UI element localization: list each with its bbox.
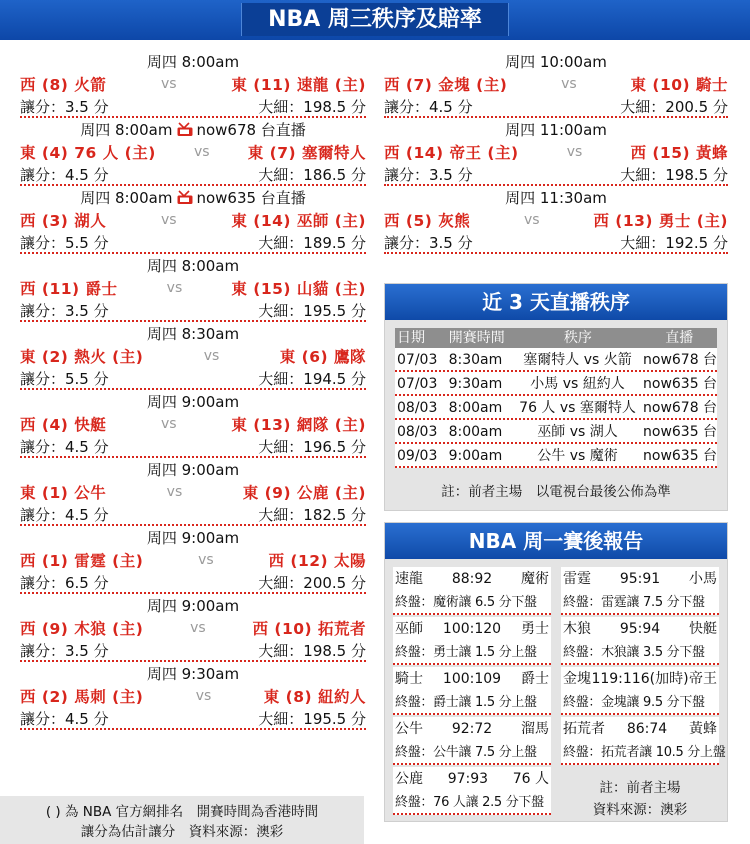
report-result: 終盤：魔術讓 6.5 分下盤 xyxy=(393,591,551,615)
report-score: 100:109 xyxy=(442,671,502,687)
schedule-header-time: 開賽時間 xyxy=(448,330,505,346)
away-team: 西 (2) 馬刺 (主) xyxy=(20,688,144,706)
schedule-header-channel: 直播 xyxy=(665,330,694,346)
schedule-matchup: 小馬 vs 紐約人 xyxy=(530,376,625,392)
game-block xyxy=(20,256,366,322)
matchup-row xyxy=(20,208,366,232)
away-team: 東 (4) 76 人 (主) xyxy=(20,144,156,162)
matchup-row xyxy=(20,684,366,708)
handicap: 讓分：5.5 分 xyxy=(20,234,109,252)
game-block xyxy=(384,188,728,254)
schedule-header-date: 日期 xyxy=(397,330,425,346)
game-time-text: 周四 8:00am xyxy=(146,53,240,71)
matchup-row xyxy=(384,72,728,96)
handicap: 讓分：3.5 分 xyxy=(20,642,109,660)
report-home-team: 雷霆 xyxy=(563,571,591,587)
report-result: 終盤：木狼讓 3.5 分下盤 xyxy=(561,641,719,665)
broadcast-info xyxy=(176,120,305,140)
over-under: 大細：200.5 分 xyxy=(620,98,728,116)
over-under: 大細：192.5 分 xyxy=(620,234,728,252)
report-away-team: 勇士 xyxy=(520,621,549,637)
schedule-row xyxy=(395,420,717,444)
report-score: 88:92 xyxy=(451,571,493,587)
report-result: 終盤：爵士讓 1.5 分上盤 xyxy=(393,691,551,715)
vs-label: vs xyxy=(203,348,220,364)
home-team: 西 (15) 黃蜂 xyxy=(630,144,728,162)
handicap: 讓分：4.5 分 xyxy=(20,438,109,456)
report-game xyxy=(561,567,719,615)
game-block xyxy=(20,52,366,118)
game-time-text: 周四 9:30am xyxy=(146,665,240,683)
schedule-channel: now635 台 xyxy=(643,448,718,464)
report-away-team: 魔術 xyxy=(520,571,549,587)
game-block xyxy=(20,324,366,390)
away-team: 西 (4) 快艇 xyxy=(20,416,107,434)
schedule-header-row xyxy=(395,328,717,348)
report-result: 終盤：76 人讓 2.5 分下盤 xyxy=(393,791,551,815)
report-score-row xyxy=(393,767,551,791)
over-under: 大細：198.5 分 xyxy=(620,166,728,184)
game-time xyxy=(20,528,366,548)
home-team: 西 (12) 太陽 xyxy=(268,552,366,570)
schedule-note: 註：前者主場 以電視台最後公佈為準 xyxy=(441,484,671,500)
broadcast-info xyxy=(176,188,305,208)
game-block xyxy=(20,120,366,186)
game-time-text: 周四 8:00am xyxy=(80,121,173,139)
footnote xyxy=(0,796,364,844)
game-time xyxy=(384,188,728,208)
vs-label: vs xyxy=(166,484,183,500)
report-home-team: 巫師 xyxy=(395,621,423,637)
report-score: 92:72 xyxy=(451,721,493,737)
report-game xyxy=(561,617,719,665)
schedule-date: 07/03 xyxy=(397,352,438,368)
schedule-channel: now678 台 xyxy=(643,400,718,416)
game-time-text: 周四 8:00am xyxy=(146,257,240,275)
over-under: 大細：200.5 分 xyxy=(258,574,366,592)
left-games-column xyxy=(20,52,366,732)
report-home-team: 騎士 xyxy=(395,671,423,687)
vs-label: vs xyxy=(161,76,177,92)
report-away-team: 快艇 xyxy=(688,621,717,637)
game-block xyxy=(384,120,728,186)
schedule-time: 8:00am xyxy=(448,400,503,416)
report-home-team: 金塊 xyxy=(563,671,591,687)
report-result: 終盤：公牛讓 7.5 分上盤 xyxy=(393,741,551,765)
away-team: 西 (9) 木狼 (主) xyxy=(20,620,144,638)
vs-label: vs xyxy=(198,552,214,568)
away-team: 西 (14) 帝王 (主) xyxy=(384,144,519,162)
game-time xyxy=(20,52,366,72)
game-time xyxy=(384,52,728,72)
game-block xyxy=(20,392,366,458)
over-under: 大細：186.5 分 xyxy=(258,166,366,184)
home-team: 東 (8) 紐約人 xyxy=(263,688,366,706)
home-team: 東 (9) 公鹿 (主) xyxy=(242,484,366,502)
schedule-row xyxy=(395,444,717,468)
report-result: 終盤：拓荒者讓 10.5 分上盤 xyxy=(561,741,719,765)
over-under: 大細：182.5 分 xyxy=(258,506,366,524)
away-team: 西 (7) 金塊 (主) xyxy=(384,76,508,94)
report-score: 119:116(加時) xyxy=(591,671,689,687)
report-score-row xyxy=(393,717,551,741)
away-team: 西 (5) 灰熊 xyxy=(384,212,471,230)
matchup-row xyxy=(20,72,366,96)
over-under: 大細：194.5 分 xyxy=(258,370,366,388)
report-home-team: 公牛 xyxy=(395,721,423,737)
matchup-row xyxy=(20,480,366,504)
report-score: 86:74 xyxy=(626,721,668,737)
vs-label: vs xyxy=(524,212,540,228)
report-score: 97:93 xyxy=(447,771,489,787)
game-time xyxy=(20,460,366,480)
away-team: 東 (2) 熱火 (主) xyxy=(20,348,144,366)
schedule-time: 9:00am xyxy=(448,448,503,464)
game-block xyxy=(20,460,366,526)
report-result: 終盤：勇士讓 1.5 分上盤 xyxy=(393,641,551,665)
schedule-time: 8:00am xyxy=(448,424,503,440)
schedule-date: 07/03 xyxy=(397,376,438,392)
footnote-line-1: ( ) 為 NBA 官方網排名 開賽時間為香港時間 xyxy=(45,804,319,820)
over-under: 大細：195.5 分 xyxy=(258,710,366,728)
report-score-row xyxy=(561,617,719,641)
over-under: 大細：196.5 分 xyxy=(258,438,366,456)
report-note: 註：前者主場 xyxy=(599,780,681,796)
game-time-text: 周四 9:00am xyxy=(146,393,240,411)
report-away-team: 76 人 xyxy=(512,771,549,787)
report-home-team: 拓荒者 xyxy=(563,721,605,737)
vs-label: vs xyxy=(161,416,177,432)
home-team: 東 (6) 鷹隊 xyxy=(279,348,366,366)
vs-label: vs xyxy=(190,620,206,636)
matchup-row xyxy=(20,616,366,640)
game-time xyxy=(20,664,366,684)
game-time-text: 周四 8:30am xyxy=(146,325,240,343)
schedule-rows xyxy=(395,348,717,468)
schedule-title: 近 3 天直播秩序 xyxy=(385,284,727,320)
vs-label: vs xyxy=(566,144,583,160)
schedule-date: 08/03 xyxy=(397,400,438,416)
tv-antenna-icon xyxy=(176,190,194,205)
game-block xyxy=(20,664,366,730)
game-time xyxy=(20,120,366,140)
schedule-time: 8:30am xyxy=(448,352,503,368)
report-away-team: 小馬 xyxy=(688,571,717,587)
matchup-row xyxy=(20,276,366,300)
schedule-matchup: 76 人 vs 塞爾特人 xyxy=(519,400,636,416)
home-team: 東 (10) 騎士 xyxy=(630,76,728,94)
away-team: 西 (1) 雷霆 (主) xyxy=(20,552,144,570)
handicap: 讓分：4.5 分 xyxy=(20,166,109,184)
home-team: 東 (15) 山貓 (主) xyxy=(231,280,366,298)
report-right-column xyxy=(561,567,726,821)
report-game xyxy=(561,667,719,715)
game-time-text: 周四 11:00am xyxy=(505,121,607,139)
page-title: NBA 周三秩序及賠率 xyxy=(241,3,509,36)
matchup-row xyxy=(20,344,366,368)
schedule-date: 09/03 xyxy=(397,448,438,464)
report-home-team: 木狼 xyxy=(563,621,591,637)
handicap: 讓分：5.5 分 xyxy=(20,370,109,388)
report-score-row xyxy=(393,617,551,641)
report-result: 終盤：雷霆讓 7.5 分下盤 xyxy=(561,591,719,615)
game-block xyxy=(20,528,366,594)
over-under: 大細：195.5 分 xyxy=(258,302,366,320)
report-score-row xyxy=(561,667,719,691)
odds-row xyxy=(20,640,366,662)
odds-row xyxy=(384,232,728,254)
home-team: 東 (14) 巫師 (主) xyxy=(231,212,366,230)
report-source: 資料來源：澳彩 xyxy=(592,802,688,818)
game-block xyxy=(20,188,366,254)
game-block xyxy=(384,52,728,118)
handicap: 讓分：3.5 分 xyxy=(384,166,473,184)
schedule-matchup: 公牛 vs 魔術 xyxy=(537,448,618,464)
report-away-team: 黃蜂 xyxy=(688,721,717,737)
odds-row xyxy=(20,96,366,118)
schedule-matchup: 塞爾特人 vs 火箭 xyxy=(523,352,632,368)
handicap: 讓分：3.5 分 xyxy=(384,234,473,252)
handicap: 讓分：4.5 分 xyxy=(20,710,109,728)
handicap: 讓分：4.5 分 xyxy=(384,98,473,116)
report-game xyxy=(393,717,551,765)
game-block xyxy=(20,596,366,662)
away-team: 西 (8) 火箭 xyxy=(20,76,107,94)
report-score-row xyxy=(393,667,551,691)
report-score-row xyxy=(561,717,719,741)
schedule-matchup: 巫師 vs 湖人 xyxy=(537,424,618,440)
game-time-text: 周四 11:30am xyxy=(505,189,607,207)
report-home-team: 速龍 xyxy=(395,571,423,587)
report-score: 100:120 xyxy=(442,621,502,637)
home-team: 東 (13) 網隊 (主) xyxy=(231,416,366,434)
odds-row xyxy=(384,96,728,118)
game-time-text: 周四 9:00am xyxy=(146,597,240,615)
vs-label: vs xyxy=(561,76,577,92)
game-time-text: 周四 9:00am xyxy=(146,529,240,547)
broadcast-schedule-box xyxy=(384,283,728,511)
game-time xyxy=(20,596,366,616)
broadcast-channel: now678 台直播 xyxy=(196,121,306,139)
odds-row xyxy=(20,572,366,594)
away-team: 東 (1) 公牛 xyxy=(20,484,107,502)
report-left-column xyxy=(393,567,551,821)
tv-antenna-icon xyxy=(176,122,194,137)
over-under: 大細：198.5 分 xyxy=(258,98,366,116)
schedule-channel: now635 台 xyxy=(643,424,718,440)
home-team: 西 (13) 勇士 (主) xyxy=(593,212,728,230)
schedule-date: 08/03 xyxy=(397,424,438,440)
header-banner xyxy=(0,0,750,40)
footnote-line-2: 讓分為估計讓分 資料來源：澳彩 xyxy=(80,824,284,840)
odds-row xyxy=(20,708,366,730)
game-time-text: 周四 8:00am xyxy=(80,189,173,207)
report-home-team: 公鹿 xyxy=(395,771,423,787)
handicap: 讓分：6.5 分 xyxy=(20,574,109,592)
matchup-row xyxy=(20,548,366,572)
odds-row xyxy=(20,504,366,526)
right-games-column xyxy=(384,52,728,256)
post-game-report-box xyxy=(384,522,728,822)
report-score-row xyxy=(393,567,551,591)
odds-row xyxy=(20,232,366,254)
matchup-row xyxy=(384,208,728,232)
over-under: 大細：189.5 分 xyxy=(258,234,366,252)
over-under: 大細：198.5 分 xyxy=(258,642,366,660)
game-time xyxy=(20,188,366,208)
schedule-row xyxy=(395,372,717,396)
away-team: 西 (3) 湖人 xyxy=(20,212,107,230)
vs-label: vs xyxy=(195,688,212,704)
handicap: 讓分：3.5 分 xyxy=(20,98,109,116)
handicap: 讓分：4.5 分 xyxy=(20,506,109,524)
odds-row xyxy=(20,368,366,390)
game-time xyxy=(20,324,366,344)
odds-row xyxy=(20,300,366,322)
schedule-time: 9:30am xyxy=(448,376,503,392)
report-away-team: 溜馬 xyxy=(520,721,549,737)
vs-label: vs xyxy=(166,280,183,296)
handicap: 讓分：3.5 分 xyxy=(20,302,109,320)
matchup-row xyxy=(384,140,728,164)
schedule-row xyxy=(395,396,717,420)
matchup-row xyxy=(20,412,366,436)
report-away-team: 爵士 xyxy=(520,671,549,687)
home-team: 東 (7) 塞爾特人 xyxy=(247,144,366,162)
schedule-header-matchup: 秩序 xyxy=(563,330,592,346)
report-game xyxy=(393,767,551,815)
game-time xyxy=(20,392,366,412)
report-game xyxy=(393,617,551,665)
report-away-team: 帝王 xyxy=(689,671,717,687)
game-time-text: 周四 10:00am xyxy=(505,53,607,71)
game-time-text: 周四 9:00am xyxy=(146,461,240,479)
report-game xyxy=(393,667,551,715)
home-team: 東 (11) 速龍 (主) xyxy=(231,76,366,94)
matchup-row xyxy=(20,140,366,164)
away-team: 西 (11) 爵士 xyxy=(20,280,118,298)
report-game xyxy=(393,567,551,615)
odds-row xyxy=(20,436,366,458)
game-time xyxy=(20,256,366,276)
report-result: 終盤：金塊讓 9.5 分下盤 xyxy=(561,691,719,715)
schedule-channel: now678 台 xyxy=(643,352,718,368)
report-score-row xyxy=(561,567,719,591)
odds-row xyxy=(384,164,728,186)
report-score: 95:91 xyxy=(619,571,661,587)
vs-label: vs xyxy=(193,144,210,160)
home-team: 西 (10) 拓荒者 xyxy=(252,620,366,638)
odds-row xyxy=(20,164,366,186)
game-time xyxy=(384,120,728,140)
report-title: NBA 周一賽後報告 xyxy=(385,523,727,559)
report-score: 95:94 xyxy=(619,621,661,637)
vs-label: vs xyxy=(161,212,177,228)
schedule-channel: now635 台 xyxy=(643,376,718,392)
broadcast-channel: now635 台直播 xyxy=(196,189,306,207)
schedule-row xyxy=(395,348,717,372)
report-game xyxy=(561,717,726,765)
